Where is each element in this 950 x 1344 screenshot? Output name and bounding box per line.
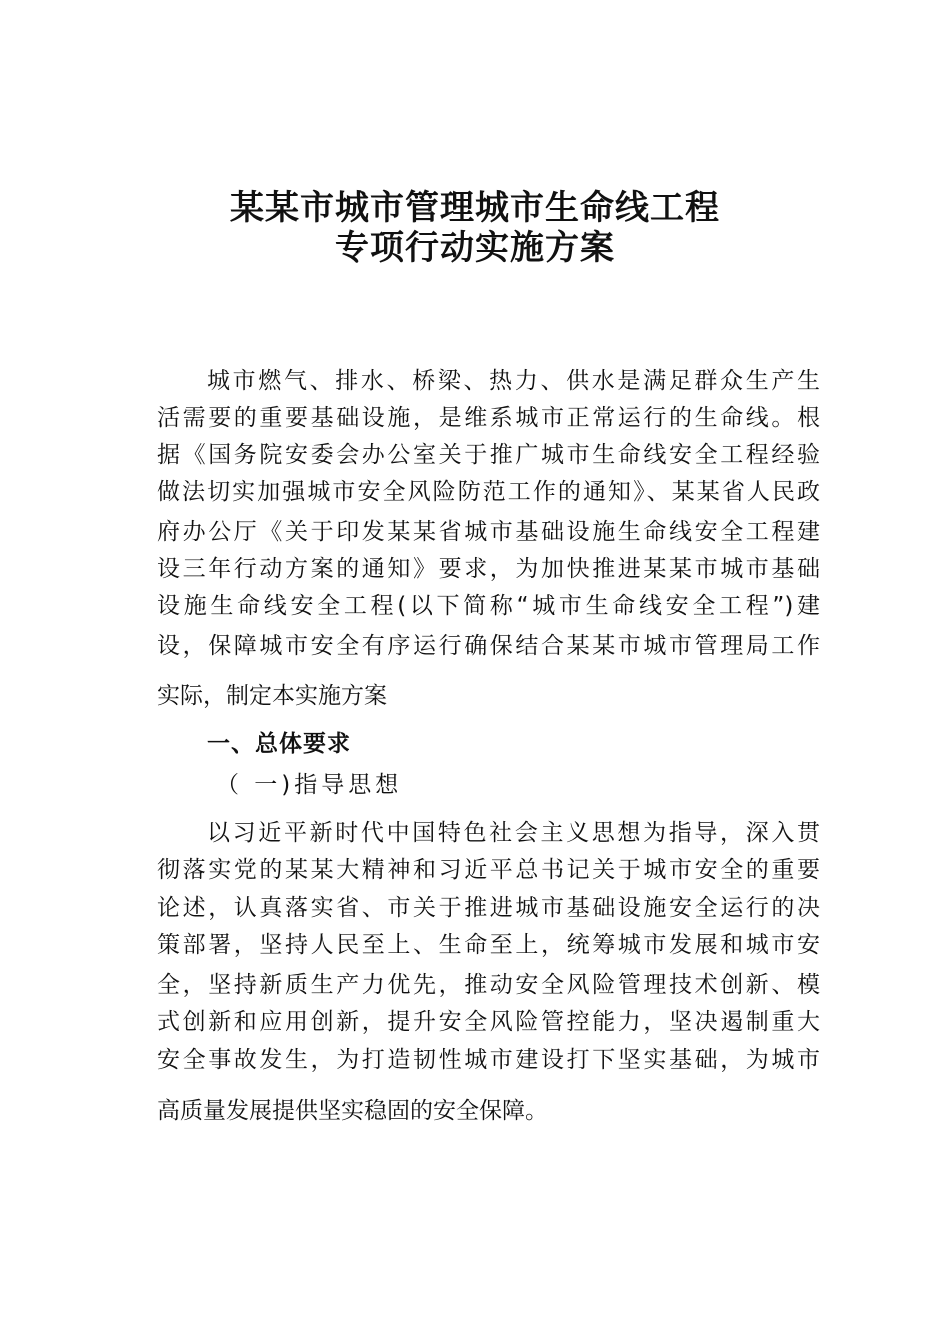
body-paragraph-line: 高质量发展提供坚实稳固的安全保障。	[157, 1098, 548, 1124]
intro-paragraph-line: 做法切实加强城市安全风险防范工作的通知》、某某省人民政	[157, 479, 820, 505]
section-heading: 一、总体要求	[207, 731, 351, 757]
intro-paragraph-line: 府办公厅《关于印发某某省城市基础设施生命线安全工程建	[157, 519, 820, 545]
document-title-line-2: 专项行动实施方案	[335, 228, 615, 268]
body-paragraph-line: 式创新和应用创新，提升安全风险管控能力，坚决遏制重大	[157, 1009, 820, 1035]
intro-paragraph-line: 城市燃气、排水、桥梁、热力、供水是满足群众生产生	[207, 368, 820, 394]
body-paragraph-line: 全，坚持新质生产力优先，推动安全风险管理技术创新、模	[157, 972, 820, 998]
body-paragraph-line: 以习近平新时代中国特色社会主义思想为指导，深入贯	[207, 820, 820, 846]
intro-paragraph-line: 设施生命线安全工程(以下简称“城市生命线安全工程”)建	[157, 593, 820, 619]
body-paragraph-line: 安全事故发生，为打造韧性城市建设打下坚实基础，为城市	[157, 1047, 820, 1073]
body-paragraph-line: 彻落实党的某某大精神和习近平总书记关于城市安全的重要	[157, 857, 820, 883]
intro-paragraph-line: 活需要的重要基础设施，是维系城市正常运行的生命线。根	[157, 405, 820, 431]
intro-paragraph-line: 实际，制定本实施方案	[157, 683, 387, 709]
body-paragraph-line: 论述，认真落实省、市关于推进城市基础设施安全运行的决	[157, 895, 820, 921]
subsection-heading: （ 一)指导思想	[216, 772, 403, 798]
intro-paragraph-line: 设三年行动方案的通知》要求，为加快推进某某市城市基础	[157, 556, 820, 582]
document-title-line-1: 某某市城市管理城市生命线工程	[230, 188, 720, 228]
body-paragraph-line: 策部署，坚持人民至上、生命至上，统筹城市发展和城市安	[157, 932, 820, 958]
intro-paragraph-line: 设，保障城市安全有序运行确保结合某某市城市管理局工作	[157, 633, 820, 659]
intro-paragraph-line: 据《国务院安委会办公室关于推广城市生命线安全工程经验	[157, 442, 820, 468]
